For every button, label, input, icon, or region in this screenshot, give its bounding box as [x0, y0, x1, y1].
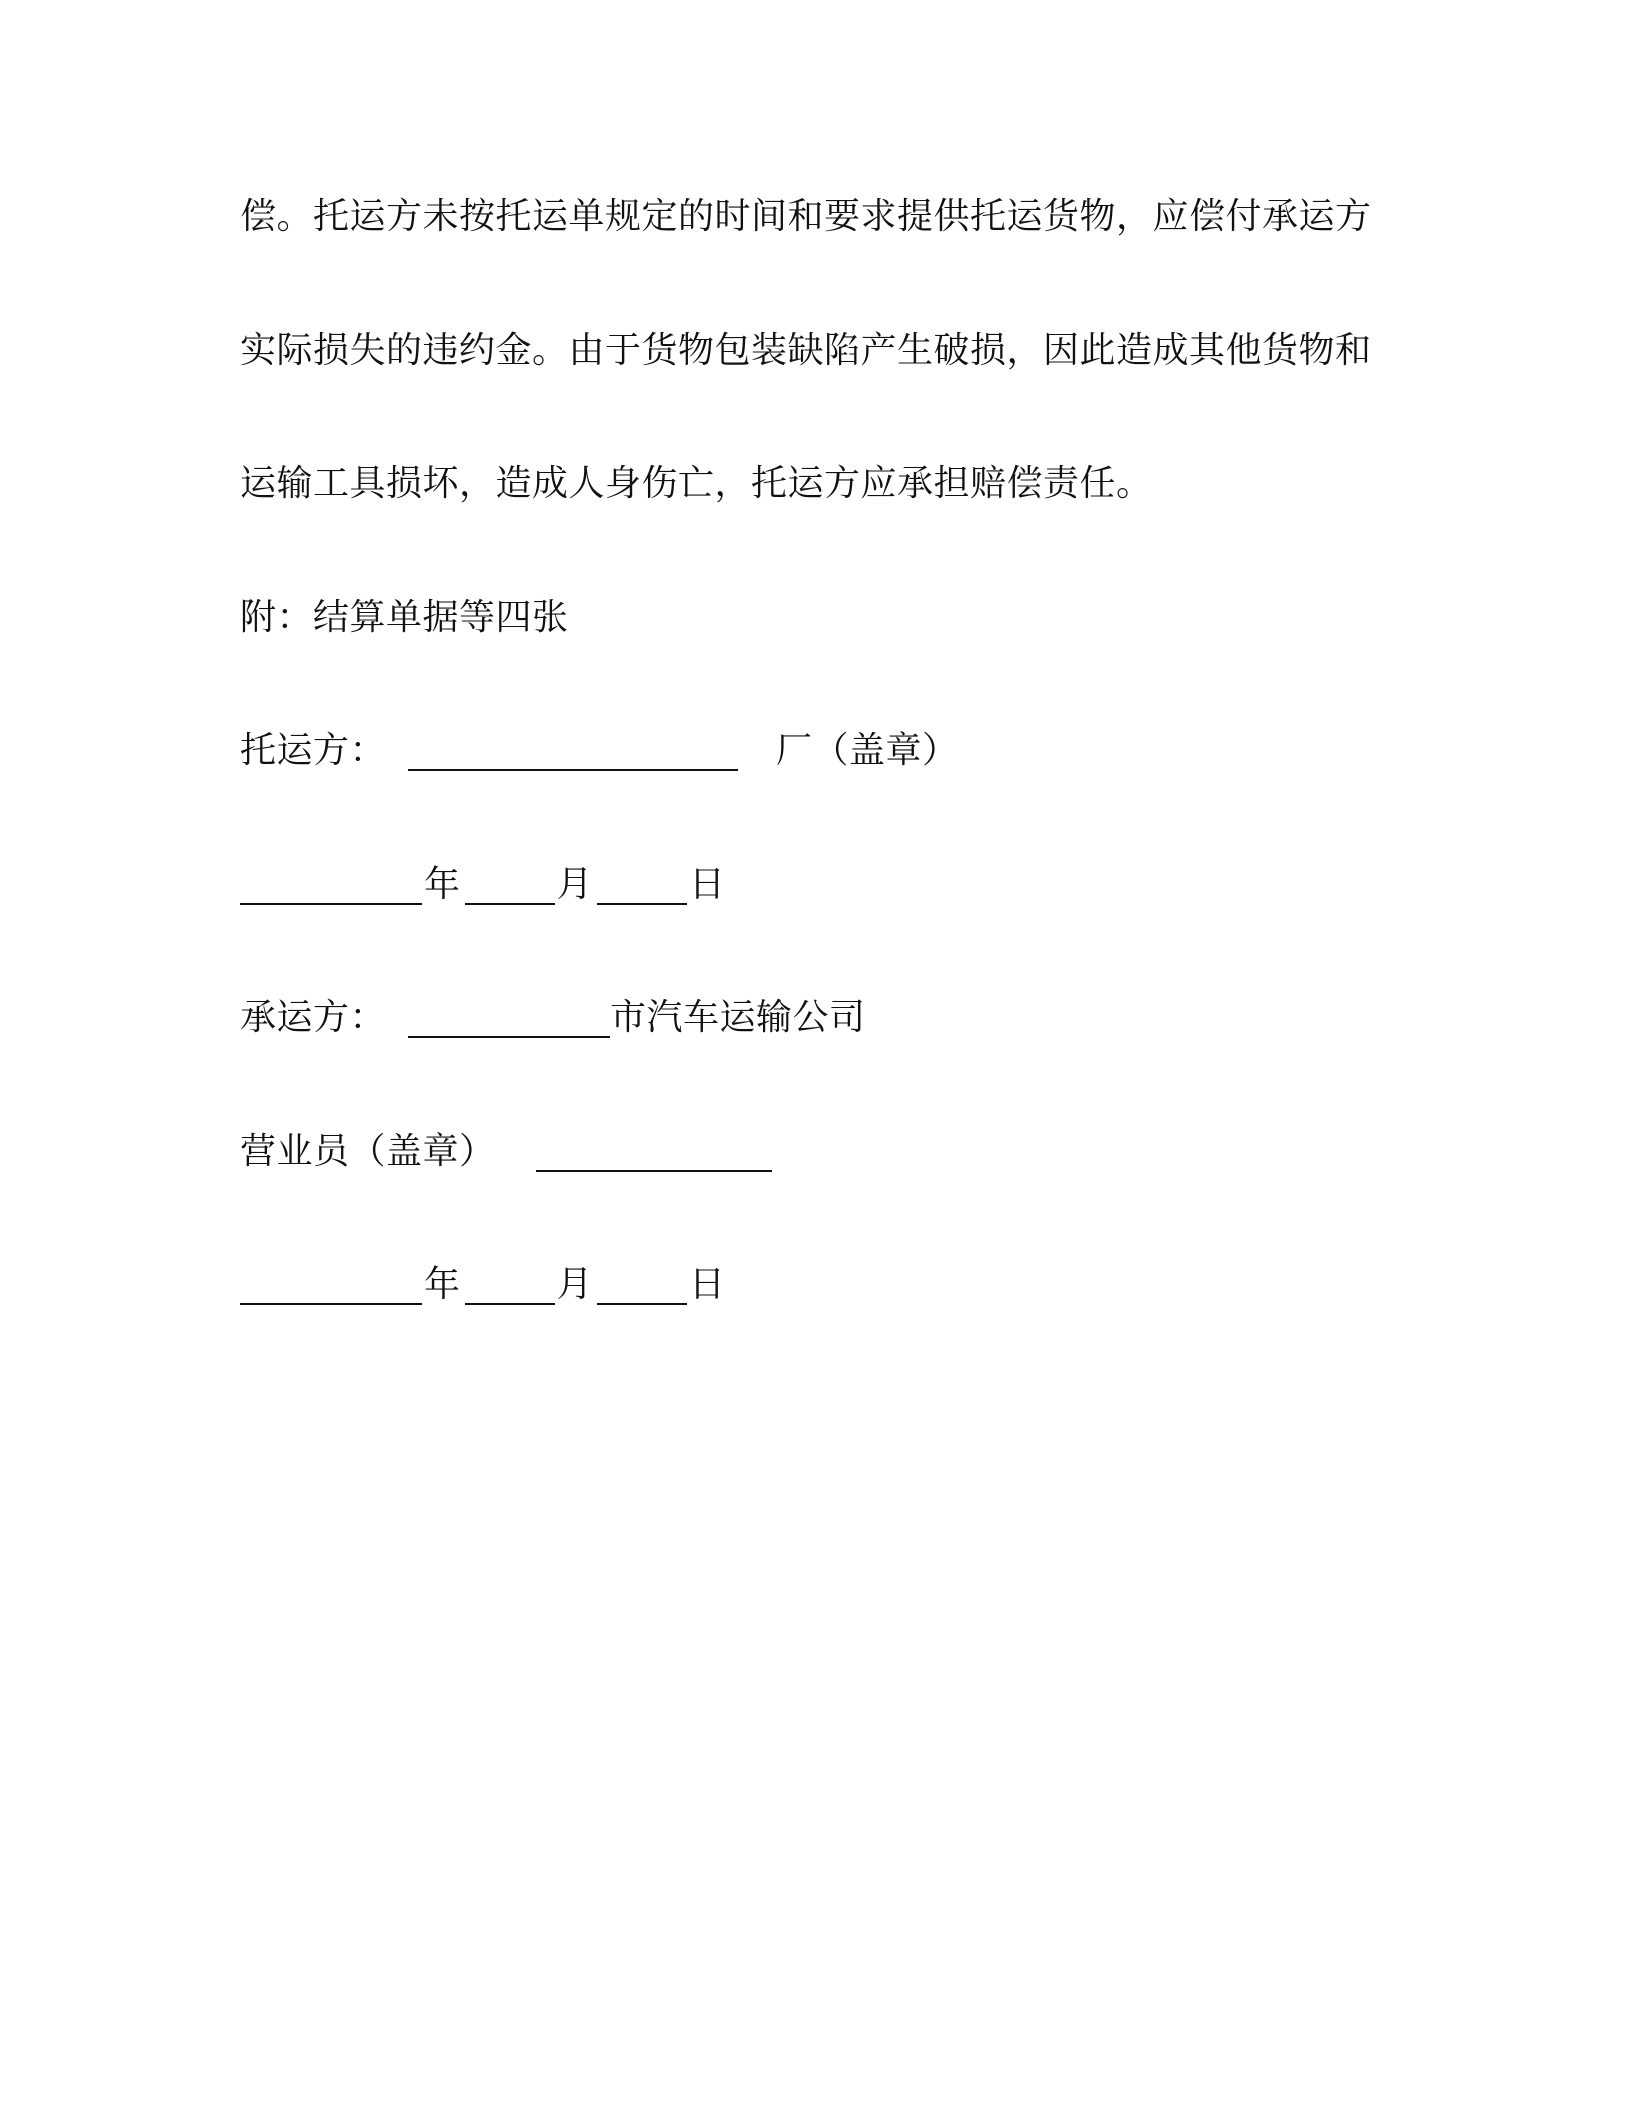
day-blank[interactable] — [597, 1267, 687, 1305]
shipper-name-blank[interactable] — [408, 733, 738, 771]
carrier-label: 承运方： — [240, 997, 387, 1038]
clerk-label: 营业员（盖章） — [240, 1131, 496, 1172]
year-blank[interactable] — [240, 867, 422, 905]
date-row-1 — [240, 861, 726, 909]
day-label: 日 — [689, 864, 726, 905]
shipper-suffix: 厂（盖章） — [776, 730, 959, 771]
paragraph-line-3: 运输工具损坏，造成人身伤亡，托运方应承担赔偿责任。 — [240, 463, 1153, 504]
year-blank[interactable] — [240, 1267, 422, 1305]
month-label: 月 — [556, 864, 594, 905]
year-label: 年 — [424, 1264, 461, 1305]
carrier-suffix: 市汽车运输公司 — [610, 997, 866, 1038]
attachment-note: 附：结算单据等四张 — [240, 597, 569, 638]
carrier-city-blank[interactable] — [408, 1000, 610, 1038]
year-label: 年 — [424, 864, 461, 905]
carrier-row — [240, 994, 866, 1042]
paragraph-line-2: 实际损失的违约金。由于货物包装缺陷产生破损，因此造成其他货物和 — [240, 330, 1372, 371]
month-label: 月 — [556, 1264, 594, 1305]
day-label: 日 — [689, 1264, 726, 1305]
day-blank[interactable] — [597, 867, 687, 905]
month-blank[interactable] — [465, 1267, 555, 1305]
clerk-row — [240, 1128, 772, 1176]
paragraph-line-1: 偿。托运方未按托运单规定的时间和要求提供托运货物，应偿付承运方 — [240, 196, 1372, 237]
shipper-label: 托运方： — [240, 730, 387, 771]
shipper-row — [240, 727, 959, 775]
date-row-2 — [240, 1261, 726, 1309]
month-blank[interactable] — [465, 867, 555, 905]
clerk-signature-blank[interactable] — [536, 1134, 772, 1172]
